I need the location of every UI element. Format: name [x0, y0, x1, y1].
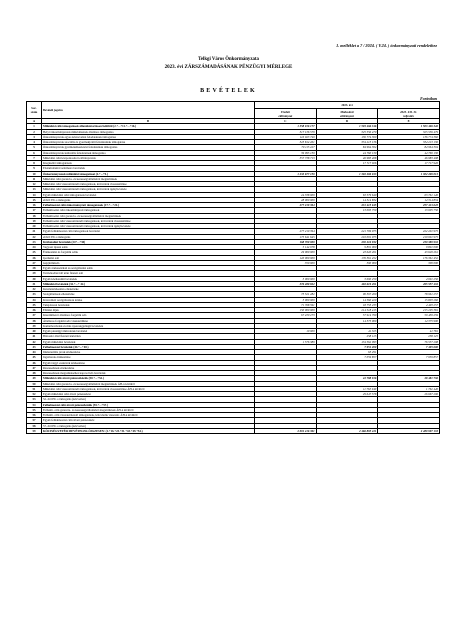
row-number: 49: [27, 376, 42, 381]
table-body: [27, 124, 440, 434]
row-number: 27: [27, 260, 42, 265]
row-actual: 210 001 975: [378, 234, 440, 239]
row-label: Részesedések megszűnéséhez kapcsolódó bevételek: [42, 371, 255, 376]
row-number: 53: [27, 397, 42, 402]
col-header-no: [27, 102, 42, 119]
row-original: 277 219 394: [255, 229, 317, 234]
row-label: Tartózkodási idő után fizetett adó: [42, 271, 255, 276]
row-label: Működési célú központosított előirányzatok: [42, 155, 255, 160]
row-number: 40: [27, 329, 42, 334]
row-label: Egyéb közhatalmi bevételek: [42, 276, 255, 281]
row-number: 29: [27, 271, 42, 276]
row-number: 50: [27, 381, 42, 386]
row-label: Önkormányzatok gyermekétkeztetési feladatainak támogatása: [42, 145, 255, 150]
row-actual: 222 201 975: [378, 229, 440, 234]
row-modified: 44 760 130: [316, 150, 378, 155]
row-number: 3: [27, 134, 42, 139]
row-actual: 44 760 130: [378, 150, 440, 155]
row-actual: 1 302 269 013: [378, 171, 440, 176]
row-modified: 13 005 750: [316, 208, 378, 213]
row-actual: 46 983 408: [378, 155, 440, 160]
row-modified: 14 314 834: [316, 197, 378, 202]
row-number: 48: [27, 371, 42, 376]
row-actual: 76 557 298: [378, 339, 440, 344]
row-number: 44: [27, 350, 42, 355]
row-label: Felhalmozási célú garancia- és kezességvállalásból megtérülések: [42, 213, 255, 218]
col-header-mod-text: Módosított előirányzat: [340, 109, 354, 118]
row-original: 150 000 000: [255, 308, 317, 313]
row-label: Helyi önkormányzatok működésének általános támogatása: [42, 129, 255, 134]
row-label: Működési célú visszatérítendő támogatások, kölcsönök visszatérülése: [42, 182, 255, 187]
letter-e: E: [378, 119, 440, 124]
row-label: Önkormányzatok egyes köznevelési feladatainak támogatása: [42, 134, 255, 139]
row-number: 12: [27, 182, 42, 187]
row-number: 5: [27, 145, 42, 150]
row-modified: 29 647 578: [316, 392, 378, 397]
row-modified: 14 375 900: [316, 318, 378, 323]
row-modified: 221 709 975: [316, 229, 378, 234]
row-label: Felhalmozási célú önkormányzati támogatások (17.+...+22.): [42, 203, 255, 208]
row-modified: 2 466 895 421: [316, 428, 378, 433]
letter-b: B: [42, 119, 255, 124]
row-modified: 57 914 790: [316, 313, 378, 318]
row-label: Felhalmozási bevételek (44.+...+48.): [42, 344, 255, 349]
budget-table: [26, 101, 440, 434]
row-modified: 1 302 269 013: [316, 171, 378, 176]
row-modified: 1 503 466 346: [316, 124, 378, 129]
row-actual: 84 964 304: [378, 145, 440, 150]
row-modified: 9 891 000: [316, 245, 378, 250]
row-number: 52: [27, 392, 42, 397]
row-number: 42: [27, 339, 42, 344]
row-label: Közhatalmi bevételek (24+...+30): [42, 239, 255, 244]
row-number: 31: [27, 281, 42, 286]
row-label: Vagyoni tipusú adók: [42, 245, 255, 250]
row-modified: 7 059 857: [316, 355, 378, 360]
row-label: Önkormányzatok működési támogatásai (2.+...+9.): [42, 171, 255, 176]
row-label: Önkormányzatok kulturális feladatainak támogatása: [42, 150, 255, 155]
row-number: 45: [27, 355, 42, 360]
row-label: Ingatlanok értékesítése: [42, 355, 255, 360]
col-header-name: [42, 102, 255, 119]
row-number: 34: [27, 297, 42, 302]
row-original: 120 000 000: [255, 255, 317, 260]
row-number: 47: [27, 365, 42, 370]
row-number: 7: [27, 155, 42, 160]
row-actual: 14 314 834: [378, 197, 440, 202]
row-label: Működési célú visszatérítendő támogatások, kölcsönök igénybevétele: [42, 187, 255, 192]
row-number: 17: [27, 208, 42, 213]
row-label: Általános forgalmi adó visszatérülése: [42, 318, 255, 323]
row-label: ebből: EU-s támogatás: [42, 197, 255, 202]
row-number: 15: [27, 197, 42, 202]
row-number: 55: [27, 407, 42, 412]
row-label: Részesedések értékesítése: [42, 365, 255, 370]
row-modified: 14 560 420: [316, 297, 378, 302]
row-original: 357 738 713: [255, 155, 317, 160]
row-label: Felhalmozási célú önkormányzati támogatások: [42, 208, 255, 213]
row-label: Kiszámlázott általános forgalmi adó: [42, 313, 255, 318]
row-label: Egyéb tárgyi eszközök értékesítése: [42, 360, 255, 365]
row-label: Működési célú garancia- és kezességvállalásból megtérülések: [42, 176, 255, 181]
row-actual: 4 493 257: [378, 302, 440, 307]
row-label: Felhalmozási célú visszatérítendő támogatások, kölcsönök igénybevétele: [42, 224, 255, 229]
row-number: 24: [27, 245, 42, 250]
letter-c: C: [255, 119, 317, 124]
row-number: 26: [27, 255, 42, 260]
row-modified: 90 397 260: [316, 292, 378, 297]
row-modified: 11 763 940: [316, 386, 378, 391]
col-header-mod: [316, 109, 378, 119]
row-modified: 134 562 993: [316, 339, 378, 344]
row-actual: 26 667 296: [378, 392, 440, 397]
row-actual: 230 380 932: [378, 239, 440, 244]
row-number: 37: [27, 313, 42, 318]
row-actual: 176 361 452: [378, 255, 440, 260]
row-number: 14: [27, 192, 42, 197]
row-original: 350 000: [255, 260, 317, 265]
row-label: Értékesítési és forgalmi adók: [42, 250, 255, 255]
row-original: 79 115 227: [255, 145, 317, 150]
col-header-no-text: Sor- szám: [30, 106, 38, 114]
row-number: 30: [27, 276, 42, 281]
row-modified: 84 964 304: [316, 145, 378, 150]
row-label: Működési célú támogatások államháztartáson belülről (2.+...+11.+...+16.): [42, 124, 255, 129]
row-actual: 7 495 600: [378, 344, 440, 349]
row-label: Egyéb felhalmozási célú támogatások bevételei: [42, 229, 255, 234]
row-original: 1 358 016 177: [255, 124, 317, 129]
row-original: 39 095 130: [255, 150, 317, 155]
row-label: Immateriális javak értékesítése: [42, 350, 255, 355]
row-number: 46: [27, 360, 42, 365]
row-label: Készletértékesítés ellenértéke: [42, 287, 255, 292]
row-actual: 1 762 440: [378, 386, 440, 391]
row-original: 3 000 000: [255, 297, 317, 302]
col-header-year-text: 2023. évi: [341, 103, 353, 107]
row-label: Kiegészítő támogatások: [42, 161, 255, 166]
row-number: 33: [27, 292, 42, 297]
row-label: ebből: EU-s támogatás: [42, 234, 255, 239]
row-modified: 334 213 136: [316, 140, 378, 145]
row-label: Egyéb működési célú átvett pénzeszköz: [42, 392, 255, 397]
row-number: 59: [27, 428, 42, 433]
row-number: 43: [27, 344, 42, 349]
row-modified: 18 753 233: [316, 302, 378, 307]
row-number: 13: [27, 187, 42, 192]
row-original: 323 814 261: [255, 140, 317, 145]
row-number: 21: [27, 229, 42, 234]
row-original: 2 001 416 391: [255, 428, 317, 433]
row-actual: 136 774 360: [378, 134, 440, 139]
row-actual: 78 961 257: [378, 292, 440, 297]
title-line-1: Telkgi Város Önkormányzata: [198, 57, 259, 62]
row-number: 22: [27, 234, 42, 239]
row-modified: 41 325: [316, 329, 378, 334]
row-label: Működési bevételek (32.+...+ 42.): [42, 281, 255, 286]
row-original: 73 521 282: [255, 292, 317, 297]
row-modified: 300 000: [316, 260, 378, 265]
section-title: BEVÉTELEK: [200, 88, 257, 94]
row-original: 168 700 000: [255, 239, 317, 244]
row-label: Működési célú visszatérítendő támogatások, kölcsönök visszatérülése ÁH-n kívülről: [42, 386, 255, 391]
row-number: 28: [27, 266, 42, 271]
row-label: Gépjárműadó: [42, 260, 255, 265]
row-actual: 4 091 250: [378, 276, 440, 281]
row-number: 51: [27, 386, 42, 391]
row-actual: 257 413 645: [378, 203, 440, 208]
row-number: 10: [27, 171, 42, 176]
row-number: 38: [27, 318, 42, 323]
row-actual: 300 000: [378, 260, 440, 265]
row-actual: 495 557 432: [378, 281, 440, 286]
row-modified: 325 556 479: [316, 129, 378, 134]
row-number: 1: [27, 124, 42, 129]
row-actual: 59 430 259: [378, 313, 440, 318]
unit-label: Forintban: [420, 96, 437, 101]
row-number: 54: [27, 402, 42, 407]
row-number: 2: [27, 129, 42, 134]
row-number: 4: [27, 140, 42, 145]
row-label: Iparűzési adó: [42, 255, 255, 260]
row-actual: 215 295 381: [378, 308, 440, 313]
title-line-2: 2023. évi ZÁRSZÁMADÁSÁNAK PÉNZÜGYI MÉRLEGE: [164, 65, 293, 70]
row-original: 24 338 000: [255, 192, 317, 197]
row-original: 10 000: [255, 329, 317, 334]
row-label: Felhalmozási célú átvett pénzeszközök (55.+...+57.): [42, 402, 255, 407]
row-actual: 7 059 857: [378, 355, 440, 360]
row-original: 277 219 394: [255, 203, 317, 208]
row-modified: 3 600 250: [316, 276, 378, 281]
row-actual: 334 213 136: [378, 140, 440, 145]
row-modified: 214 518 415: [316, 308, 378, 313]
row-number: 36: [27, 308, 42, 313]
row-actual: 63 761 140: [378, 192, 440, 197]
row-actual: 15 803 260: [378, 297, 440, 302]
col-header-fact-text: 2023. XII. 31. teljesítés: [400, 109, 418, 118]
row-number: 58: [27, 423, 42, 428]
row-number: 41: [27, 334, 42, 339]
row-number: 9: [27, 166, 42, 171]
row-label: Elszámolásból származó bevételek: [42, 166, 255, 171]
row-number: 57: [27, 418, 42, 423]
row-number: 19: [27, 218, 42, 223]
row-original: 29 000 000: [255, 250, 317, 255]
row-modified: 63 291: [316, 350, 378, 355]
row-number: 18: [27, 213, 42, 218]
row-actual: 1 503 466 346: [378, 124, 440, 129]
row-modified: 176 361 452: [316, 255, 378, 260]
row-number: 11: [27, 176, 42, 181]
row-actual: 17 717 926: [378, 161, 440, 166]
row-original: 175 641 645: [255, 234, 317, 239]
row-actual: 13 005 750: [378, 208, 440, 213]
row-modified: 17 717 926: [316, 161, 378, 166]
col-header-year: [255, 102, 440, 109]
letter-a: A: [27, 119, 42, 124]
row-number: 39: [27, 323, 42, 328]
row-label: Egyéb pénzügyi műveletek bevételei: [42, 329, 255, 334]
row-modified: 63 579 640: [316, 192, 378, 197]
row-actual: 9 891 000: [378, 245, 440, 250]
row-label: KÖLTSÉGVETÉSI BEVÉTELEK ÖSSZESEN: (1.+16.+23.+31.+43.+49.+54.): [42, 428, 255, 433]
row-number: 56: [27, 413, 42, 418]
col-header-fact: [378, 109, 440, 119]
row-modified: 230 216 932: [316, 239, 378, 244]
row-actual: 43 620 261: [378, 250, 440, 255]
row-original: 71 768 591: [255, 302, 317, 307]
row-label: Működési célú átvett pénzeszközök (50.+...+52.): [42, 376, 255, 381]
row-actual: 258 125: [378, 334, 440, 339]
row-label: Működési célú garancia- és kezességvállalásból megtérülések ÁH-n kívülről: [42, 381, 255, 386]
row-modified: 42 788 916: [316, 376, 378, 381]
row-original: 3 000 000: [255, 276, 317, 281]
row-original: 67 430 273: [255, 313, 317, 318]
table-row: [27, 428, 440, 433]
row-label: Egyéb működési bevételek: [42, 339, 255, 344]
row-label: Egyéb felhalmozási célú átvett pénzeszköz: [42, 418, 255, 423]
row-modified: 210 001 975: [316, 234, 378, 239]
row-label: Felhalm. célú visszatérítendő támogatások, kölcsönök visszatér. ÁH-n kívülről: [42, 413, 255, 418]
row-number: 20: [27, 224, 42, 229]
col-header-orig-text: Eredeti előirányzat: [278, 109, 293, 118]
row-label: 57.-ből EU-s támogatás (közvetlen): [42, 423, 255, 428]
row-modified: 231 415 645: [316, 203, 378, 208]
row-number: 32: [27, 287, 42, 292]
row-label: 52.-ből EU-s támogatás (közvetlen): [42, 397, 255, 402]
row-label: Egyéb áruhasználati és szolgáltatási adók: [42, 266, 255, 271]
row-number: 23: [27, 239, 42, 244]
row-original: 1 233 677 150: [255, 171, 317, 176]
row-modified: 258 125: [316, 334, 378, 339]
row-label: Önkormányzatok szociális és gyermekjóléti feladatainak támogatása: [42, 140, 255, 145]
row-original: 5 144 078: [255, 245, 317, 250]
row-number: 8: [27, 161, 42, 166]
col-header-name-text: Bevételi jogcím: [43, 108, 63, 112]
row-actual: 325 556 479: [378, 129, 440, 134]
row-actual: 2 489 997 133: [378, 428, 440, 433]
row-actual: 28 481 736: [378, 376, 440, 381]
header-note: 1. melléklet a 7 / 2024. ( V.24. ) önkormányzati rendelethez: [336, 43, 437, 48]
row-label: Tulajdonosi bevételek: [42, 302, 255, 307]
row-label: Biztosító által fizetett kártérítés: [42, 334, 255, 339]
row-actual: 41 781: [378, 329, 440, 334]
row-modified: 46 983 408: [316, 155, 378, 160]
row-modified: 136 774 360: [316, 134, 378, 139]
row-label: Felhalmozási célú visszatérítendő támogatások, kölcsönök visszatérülése: [42, 218, 255, 223]
row-label: Kamatbevételek és más nyereségjellegű bevételek: [42, 323, 255, 328]
letter-d: D: [316, 119, 378, 124]
row-original: 376 480 822: [255, 281, 317, 286]
col-header-orig: [255, 109, 317, 119]
row-label: Közvetített szolgáltatások értéke: [42, 297, 255, 302]
row-actual: 14 375 900: [378, 318, 440, 323]
row-number: 25: [27, 250, 42, 255]
row-original: 1 576 389: [255, 339, 317, 344]
row-number: 6: [27, 150, 42, 155]
row-original: 116 923 740: [255, 134, 317, 139]
row-number: 16: [27, 203, 42, 208]
row-number: 35: [27, 302, 42, 307]
row-modified: 492 619 491: [316, 281, 378, 286]
row-modified: 7 951 200: [316, 344, 378, 349]
row-modified: 43 620 261: [316, 250, 378, 255]
row-original: 317 136 579: [255, 129, 317, 134]
row-label: Szolgáltatások ellenértéke: [42, 292, 255, 297]
row-label: Felhalm. célú garancia- és kezességvállalásból megtérülések ÁH-n kívülről: [42, 407, 255, 412]
row-original: 28 000 000: [255, 197, 317, 202]
row-label: Egyéb működési célú támogatások bevételei: [42, 192, 255, 197]
row-label: Ellátási díjak: [42, 308, 255, 313]
